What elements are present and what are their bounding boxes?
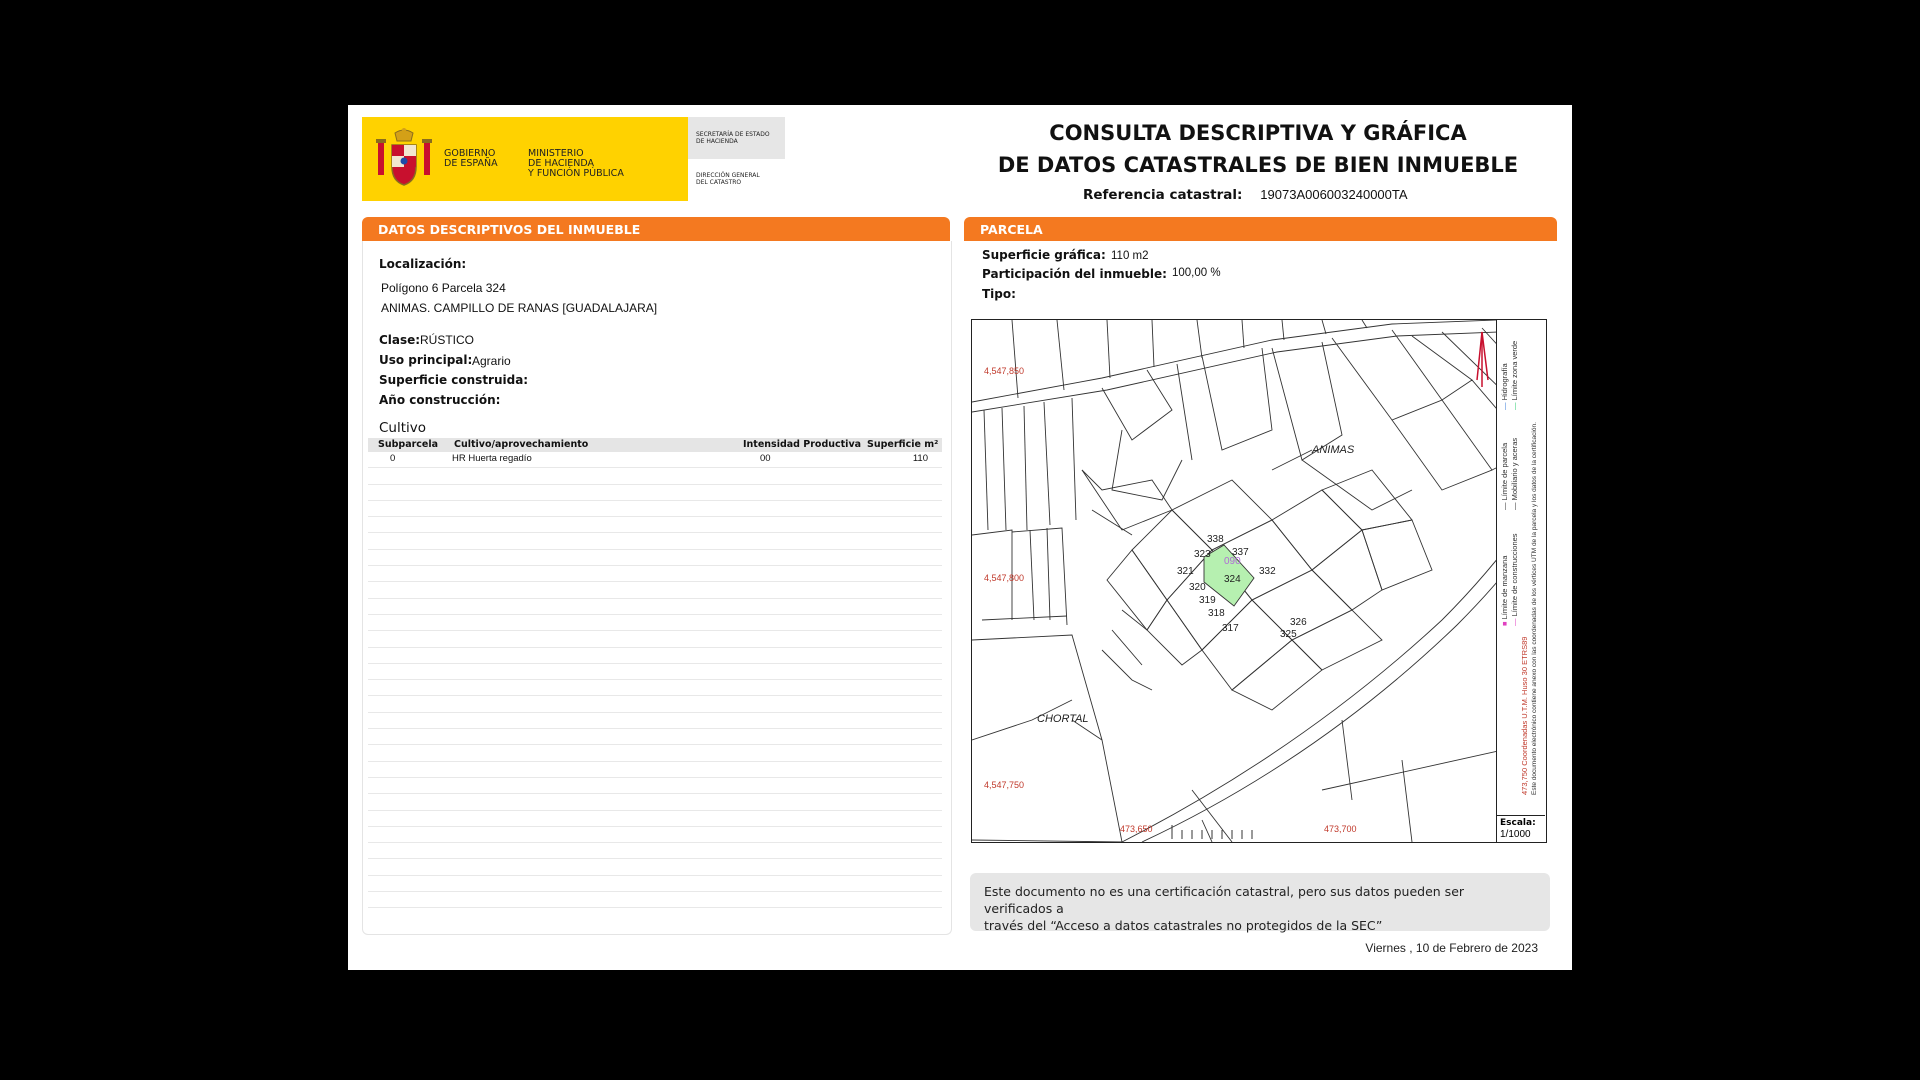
referencia-label: Referencia catastral: bbox=[1083, 187, 1243, 203]
cell-cultivo: HR Huerta regadío bbox=[452, 453, 532, 464]
empty-table-row bbox=[368, 664, 942, 680]
empty-table-row bbox=[368, 811, 942, 827]
legend-item: — Límite de construcciones bbox=[1510, 533, 1519, 626]
disclaimer-line2: través del “Acceso a datos catastrales no protegidos de la SEC” bbox=[984, 918, 1383, 933]
parcel-label: 325 bbox=[1280, 629, 1297, 640]
superficie-grafica-label: Superficie gráfica: bbox=[982, 248, 1106, 262]
coord-label: 473,700 bbox=[1324, 824, 1357, 834]
parcel-label: 318 bbox=[1208, 608, 1225, 619]
parcel-label: 090 bbox=[1224, 556, 1241, 567]
logo-direccion-line2: DEL CATASTRO bbox=[696, 179, 742, 186]
empty-table-row bbox=[368, 615, 942, 631]
empty-table-row bbox=[368, 713, 942, 729]
empty-table-row bbox=[368, 485, 942, 501]
participacion-value: 100,00 % bbox=[1172, 267, 1221, 279]
localizacion-label: Localización: bbox=[379, 257, 467, 271]
legend-item-label: Límite zona verde bbox=[1510, 340, 1519, 401]
logo-secretaria bbox=[696, 131, 770, 145]
empty-table-row bbox=[368, 794, 942, 810]
referencia-catastral bbox=[1083, 186, 1408, 203]
logo-direccion-line1: DIRECCIÓN GENERAL bbox=[696, 172, 760, 179]
empty-rows bbox=[368, 468, 942, 908]
referencia-value: 19073A006003240000TA bbox=[1260, 187, 1408, 202]
parcel-label: 317 bbox=[1222, 623, 1239, 634]
descriptivos-header bbox=[362, 217, 950, 241]
participacion-label: Participación del inmueble: bbox=[982, 267, 1167, 281]
parcel-label: 321 bbox=[1177, 566, 1194, 577]
col-cultivo: Cultivo/aprovechamiento bbox=[454, 439, 589, 450]
empty-table-row bbox=[368, 648, 942, 664]
empty-table-row bbox=[368, 827, 942, 843]
empty-table-row bbox=[368, 859, 942, 875]
legend-item-label: Límite de manzana bbox=[1500, 555, 1509, 620]
map-drawing bbox=[972, 320, 1547, 843]
cultivo-table-header bbox=[368, 438, 942, 452]
cultivo-title: Cultivo bbox=[379, 420, 427, 436]
empty-table-row bbox=[368, 729, 942, 745]
parcel-label: 337 bbox=[1232, 547, 1249, 558]
page-title-line1: CONSULTA DESCRIPTIVA Y GRÁFICA bbox=[1049, 121, 1467, 145]
cell-superficie: 110 bbox=[912, 453, 928, 464]
empty-table-row bbox=[368, 892, 942, 908]
logo-grey-band bbox=[688, 117, 785, 201]
parcel-label: 319 bbox=[1199, 595, 1216, 606]
descriptivos-header-bold: INMUEBLE bbox=[567, 222, 641, 237]
superficie-construida-label: Superficie construida: bbox=[379, 373, 529, 387]
parcel-label: 324 bbox=[1224, 574, 1241, 585]
document-date: Viernes , 10 de Febrero de 2023 bbox=[1365, 941, 1538, 955]
localizacion-line1: Polígono 6 Parcela 324 bbox=[381, 281, 506, 295]
parcela-header: PARCELA bbox=[964, 217, 1557, 241]
clase-label: Clase: bbox=[379, 333, 421, 347]
parcel-label: 332 bbox=[1259, 566, 1276, 577]
parcel-label: 323 bbox=[1194, 549, 1211, 560]
empty-table-row bbox=[368, 680, 942, 696]
empty-table-row bbox=[368, 745, 942, 761]
col-superficie: Superficie m² bbox=[867, 439, 939, 450]
empty-table-row bbox=[368, 696, 942, 712]
scale-label: Escala: bbox=[1500, 818, 1536, 828]
empty-table-row bbox=[368, 599, 942, 615]
descriptivos-header-prefix: DATOS DESCRIPTIVOS DEL bbox=[378, 222, 568, 237]
legend-item: — Límite zona verde bbox=[1510, 340, 1519, 410]
empty-table-row bbox=[368, 501, 942, 517]
disclaimer-note bbox=[970, 873, 1550, 931]
logo-ministerio bbox=[528, 149, 624, 179]
empty-table-row bbox=[368, 762, 942, 778]
empty-table-row bbox=[368, 843, 942, 859]
empty-table-row bbox=[368, 566, 942, 582]
logo-gobierno-line2: DE ESPAÑA bbox=[444, 158, 498, 169]
empty-table-row bbox=[368, 631, 942, 647]
parcel-label: 326 bbox=[1290, 617, 1307, 628]
empty-table-row bbox=[368, 468, 942, 484]
document-page bbox=[348, 105, 1572, 970]
page-title bbox=[958, 117, 1558, 181]
coord-label: 4,547,800 bbox=[984, 573, 1025, 583]
empty-table-row bbox=[368, 533, 942, 549]
tipo-label: Tipo: bbox=[982, 287, 1016, 301]
superficie-grafica-value: 110 m2 bbox=[1111, 250, 1149, 262]
coord-label: 4,547,750 bbox=[984, 780, 1025, 790]
legend-item-label: Límite de parcela bbox=[1500, 442, 1509, 501]
logo-gobierno-line1: GOBIERNO bbox=[444, 148, 496, 159]
logo-gobierno bbox=[444, 149, 498, 169]
table-row bbox=[368, 452, 942, 468]
scale-box bbox=[1497, 815, 1545, 842]
logo-ministerio-line1: MINISTERIO bbox=[528, 148, 584, 159]
localizacion-line2: ANIMAS. CAMPILLO DE RANAS [GUADALAJARA] bbox=[381, 301, 658, 315]
empty-table-row bbox=[368, 550, 942, 566]
logo-ministerio-line2: DE HACIENDA bbox=[528, 158, 595, 169]
empty-table-row bbox=[368, 517, 942, 533]
disclaimer-line1: Este documento no es una certificación catastral, pero sus datos pueden ser verificados a bbox=[984, 884, 1465, 916]
logo-secretaria-line1: SECRETARÍA DE ESTADO bbox=[696, 131, 770, 138]
parcel-label: 338 bbox=[1207, 534, 1224, 545]
cultivo-table bbox=[368, 438, 942, 908]
empty-table-row bbox=[368, 778, 942, 794]
logo-secretaria-line2: DE HACIENDA bbox=[696, 138, 738, 145]
legend-item: — Mobiliario y aceras bbox=[1510, 437, 1519, 510]
uso-value: Agrario bbox=[472, 354, 511, 368]
logo-ministerio-line3: Y FUNCIÓN PÚBLICA bbox=[528, 168, 624, 179]
cadastral-map[interactable] bbox=[971, 319, 1547, 843]
shield-icon bbox=[376, 127, 432, 191]
logo-yellow-band bbox=[362, 117, 688, 201]
col-subparcela: Subparcela bbox=[378, 439, 439, 450]
legend-item-label: Límite de construcciones bbox=[1510, 533, 1519, 617]
parcel-label: 320 bbox=[1189, 582, 1206, 593]
legend-coord-note: 473,750 Coordenadas U.T.M. Huso 30 ETRS89 bbox=[1520, 636, 1529, 795]
legend-item: ■ Límite de manzana bbox=[1500, 555, 1509, 626]
place-name: ANIMAS bbox=[1312, 444, 1355, 456]
legend-doc-note: Este documento electrónico contiene anexo con las coordenadas de los vértices UTM de la parcela y los datos de la certificación. bbox=[1531, 422, 1538, 795]
legend-item: — Hidrografía bbox=[1500, 363, 1509, 410]
legend-item-label: Mobiliario y aceras bbox=[1510, 437, 1519, 501]
cell-intensidad: 00 bbox=[760, 453, 771, 464]
coord-label: 4,547,850 bbox=[984, 366, 1025, 376]
cell-subparcela: 0 bbox=[390, 453, 396, 464]
anio-construccion-label: Año construcción: bbox=[379, 393, 501, 407]
empty-table-row bbox=[368, 876, 942, 892]
map-legend bbox=[1496, 319, 1547, 843]
place-name: CHORTAL bbox=[1037, 713, 1089, 725]
uso-label: Uso principal: bbox=[379, 353, 473, 367]
legend-item: — Límite de parcela bbox=[1500, 442, 1509, 510]
col-intensidad: Intensidad Productiva bbox=[743, 439, 862, 450]
empty-table-row bbox=[368, 582, 942, 598]
legend-item-label: Hidrografía bbox=[1500, 363, 1509, 401]
page-title-line2: DE DATOS CATASTRALES DE BIEN INMUEBLE bbox=[997, 153, 1519, 177]
logo-direccion bbox=[696, 172, 760, 186]
clase-value: RÚSTICO bbox=[420, 333, 474, 347]
government-logo bbox=[362, 117, 785, 201]
scale-value: 1/1000 bbox=[1500, 829, 1531, 840]
coord-label: 473,650 bbox=[1120, 824, 1153, 834]
